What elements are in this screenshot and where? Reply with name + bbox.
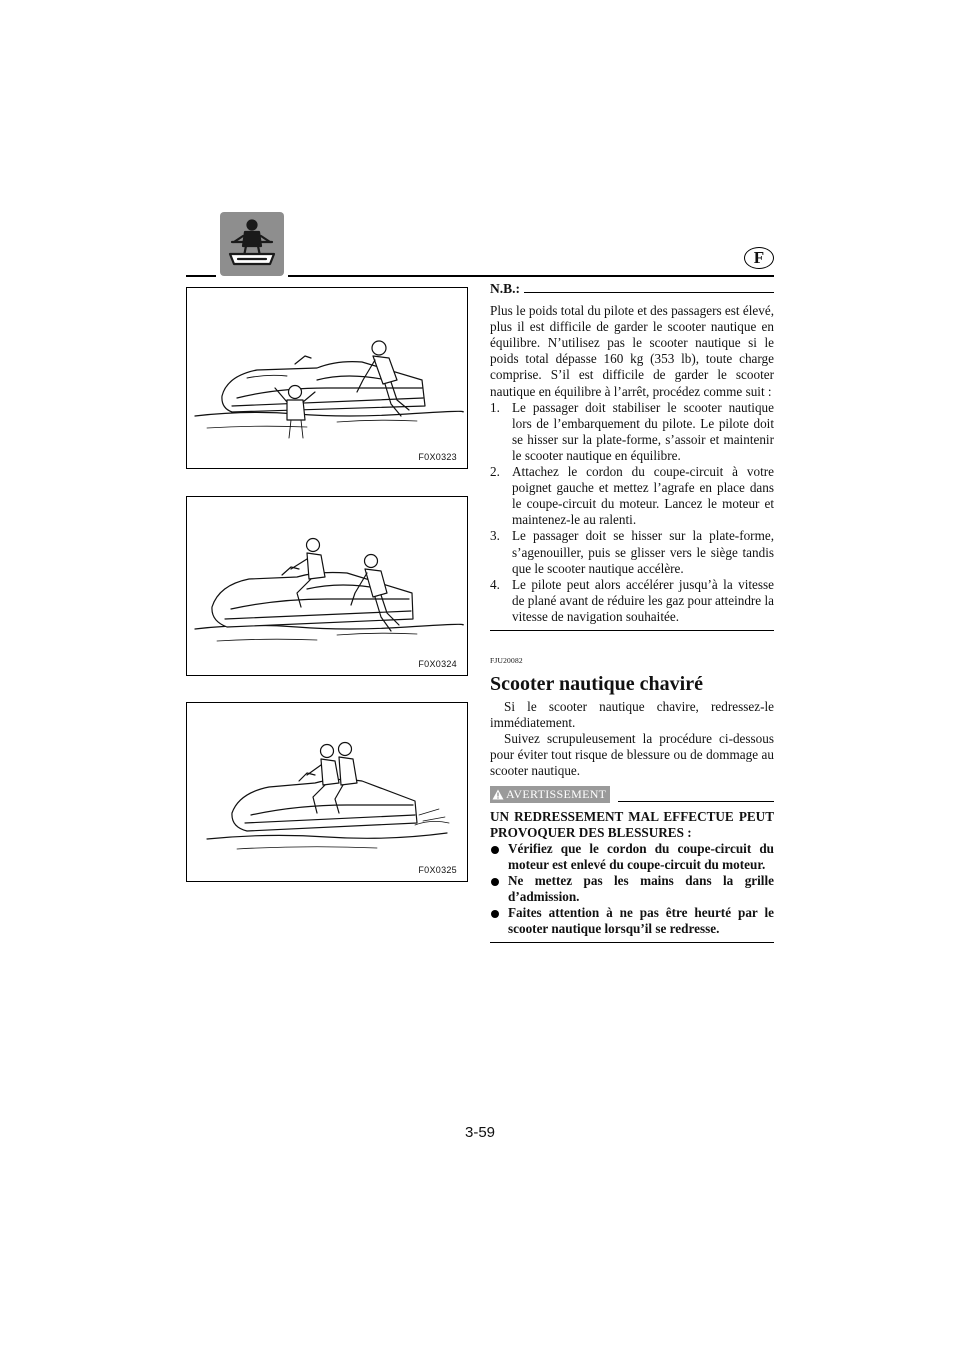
note-title: N.B.: [490, 281, 520, 296]
warning-bullets [490, 841, 774, 938]
text-column [490, 281, 774, 943]
figure-code: F0X0323 [418, 452, 457, 462]
watercraft-rider-icon [220, 212, 284, 276]
illustration-riding-together [187, 703, 469, 883]
warning-heading [490, 786, 774, 803]
illustration-boarding-pilot [187, 288, 469, 470]
note-rule [524, 291, 774, 293]
section-para-1: Si le scooter nautique chavire, redressez-le immédiatement. [490, 699, 774, 731]
section-para-2: Suivez scrupuleusement la procédure ci-dessous pour éviter tout risque de blessure ou de dommage au scooter nautique. [490, 731, 774, 779]
bullet-dot-icon [491, 910, 499, 918]
note-intro: Plus le poids total du pilote et des passagers est élevé, plus il est difficile de garder le scooter nautique en équilibre. N’utilisez pas le scooter nautique si le poids total dépasse 160 kg (353 lb), toute charge comprise. S’il est difficile de garder le scooter nautique en équilibre à l’arrêt, procédez comme suit : [490, 303, 774, 399]
section-code: FJU20082 [490, 655, 523, 665]
illustration-boarding-passenger [187, 497, 469, 677]
note-step: 3. Le passager doit se hisser sur la plate-forme, s’agenouiller, puis se glisser vers le siège tandis que le scooter nautique accélère. [490, 528, 774, 576]
page-number: 3-59 [464, 1124, 496, 1141]
header-rule-right [288, 275, 774, 277]
note-heading [490, 281, 774, 297]
note-step: 2. Attachez le cordon du coupe-circuit à votre poignet gauche et mettez l’agrafe en place dans le coupe-circuit du moteur. Lancez le moteur et maintenez-le au ralenti. [490, 464, 774, 528]
warning-bullet: Faites attention à ne pas être heurté par le scooter nautique lorsqu’il se redresse. [490, 905, 774, 937]
warning-label: AVERTISSEMENT [506, 786, 607, 801]
note-step: 1. Le passager doit stabiliser le scooter nautique lors de l’embarquement du pilote. Le pilote doit se hisser sur la plate-forme, s’assoir et maintenir le scooter nautique en équilibre. [490, 399, 774, 463]
figure-riding-together [186, 702, 468, 882]
note-end-rule [490, 630, 774, 631]
warning-text: UN REDRESSEMENT MAL EFFECTUE PEUT PROVOQUER DES BLESSURES : [490, 808, 774, 840]
note-steps [490, 400, 774, 625]
section-title: Scooter nautique chaviré [490, 673, 703, 696]
figure-boarding-passenger [186, 496, 468, 676]
note-step: 4. Le pilote peut alors accélérer jusqu’à la vitesse de plané avant de réduire les gaz pour atteindre la vitesse de navigation souhaitée. [490, 576, 774, 624]
figure-code: F0X0324 [418, 659, 457, 669]
warning-bullet: Vérifiez que le cordon du coupe-circuit du moteur est enlevé du coupe-circuit du moteur. [490, 841, 774, 873]
figure-boarding-pilot [186, 287, 468, 469]
header-rule-left [186, 275, 216, 277]
warning-label-box [490, 786, 610, 803]
bullet-dot-icon [491, 846, 499, 854]
warning-bullet: Ne mettez pas les mains dans la grille d’admission. [490, 873, 774, 905]
warning-rule [618, 800, 774, 802]
bullet-dot-icon [491, 878, 499, 886]
warning-triangle-icon [492, 789, 504, 800]
warning-end-rule [490, 942, 774, 943]
figure-code: F0X0325 [418, 865, 457, 875]
language-badge: F [744, 247, 774, 269]
